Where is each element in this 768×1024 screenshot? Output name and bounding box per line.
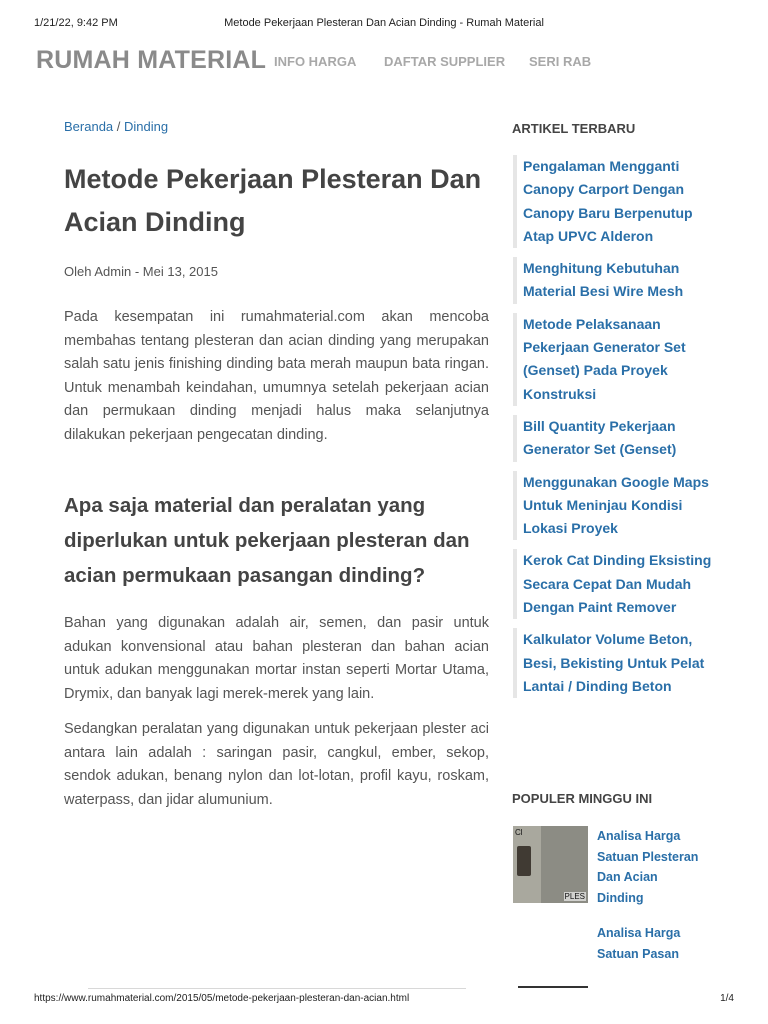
article-meta: [64, 264, 218, 279]
print-page-number: 1/4: [720, 993, 734, 1004]
thumbnail-corner-text: Cl: [515, 828, 523, 837]
divider: [88, 988, 466, 989]
recent-article-link[interactable]: Menghitung Kebutuhan Material Besi Wire Mesh: [513, 257, 713, 304]
print-header: [34, 17, 734, 31]
divider: [518, 986, 588, 988]
recent-article-link[interactable]: Bill Quantity Pekerjaan Generator Set (Genset): [513, 415, 713, 462]
breadcrumb-separator: /: [116, 119, 121, 134]
site-logo-text[interactable]: RUMAH MATERIAL: [36, 46, 267, 74]
article-author: Oleh Admin: [64, 264, 132, 279]
nav-seri-rab[interactable]: SERI RAB: [529, 54, 592, 69]
popular-item-title[interactable]: Analisa Harga Satuan Pasan: [597, 926, 681, 961]
recent-articles-list: [513, 155, 713, 707]
article-title: Metode Pekerjaan Plesteran Dan Acian Dinding: [64, 164, 482, 237]
popular-item[interactable]: [513, 923, 713, 967]
recent-articles-heading: ARTIKEL TERBARU: [512, 121, 636, 136]
article-subheading: Apa saja material dan peralatan yang diperlukan untuk pekerjaan plesteran dan acian permukaan pasangan dinding?: [64, 494, 470, 587]
breadcrumb-category-link[interactable]: Dinding: [124, 119, 169, 134]
print-url: https://www.rumahmaterial.com/2015/05/metode-pekerjaan-plesteran-dan-acian.html: [34, 993, 410, 1004]
recent-article-link[interactable]: Menggunakan Google Maps Untuk Meninjau Kondisi Lokasi Proyek: [513, 471, 713, 541]
recent-article-link[interactable]: Kalkulator Volume Beton, Besi, Bekisting Untuk Pelat Lantai / Dinding Beton: [513, 628, 713, 698]
popular-heading: POPULER MINGGU INI: [512, 791, 653, 806]
breadcrumb: [64, 119, 168, 134]
article-date: Mei 13, 2015: [142, 264, 218, 279]
nav-daftar-supplier[interactable]: DAFTAR SUPPLIER: [384, 54, 506, 69]
meta-separator: -: [134, 264, 140, 279]
popular-item[interactable]: [513, 826, 713, 906]
article-paragraph-1: Pada kesempatan ini rumahmaterial.com akan mencoba membahas tentang plesteran dan acian dinding yang merupakan salah satu jenis finishing dinding bata merah maupun bata ringan. Untuk menambah keindahan, umumnya setelah pekerjaan acian dan permukaan dinding menjadi halus maka selanjutnya dilakukan pekerjaan pengecatan dinding.: [64, 309, 489, 443]
recent-article-link[interactable]: Kerok Cat Dinding Eksisting Secara Cepat Dan Mudah Dengan Paint Remover: [513, 549, 713, 619]
breadcrumb-home-link[interactable]: Beranda: [64, 119, 114, 134]
print-page-title: Metode Pekerjaan Plesteran Dan Acian Dinding - Rumah Material: [224, 17, 544, 29]
article-paragraph-3: Sedangkan peralatan yang digunakan untuk pekerjaan plester aci antara lain adalah : saringan pasir, cangkul, ember, sekop, sendok adukan, benang nylon dan lot-lotan, profil kayu, roskam, waterpass, dan jidar alumunium.: [64, 721, 489, 808]
popular-item-title[interactable]: Analisa Harga Satuan Plesteran Dan Acian Dinding: [597, 829, 699, 905]
nav-info-harga[interactable]: INFO HARGA: [274, 54, 357, 69]
recent-article-link[interactable]: Pengalaman Mengganti Canopy Carport Dengan Canopy Baru Berpenutup Atap UPVC Alderon: [513, 155, 713, 248]
recent-article-link[interactable]: Metode Pelaksanaan Pekerjaan Generator Set (Genset) Pada Proyek Konstruksi: [513, 313, 713, 406]
print-datetime: 1/21/22, 9:42 PM: [34, 17, 118, 29]
thumbnail-tag: PLES: [564, 892, 585, 901]
popular-thumbnail[interactable]: [513, 826, 588, 903]
article-paragraph-2: Bahan yang digunakan adalah air, semen, dan pasir untuk adukan konvensional atau bahan plesteran dan bahan acian untuk adukan menggunakan mortar instan seperti Mortar Utama, Drymix, dan banyak lagi merek-merek yang lain.: [64, 615, 489, 702]
